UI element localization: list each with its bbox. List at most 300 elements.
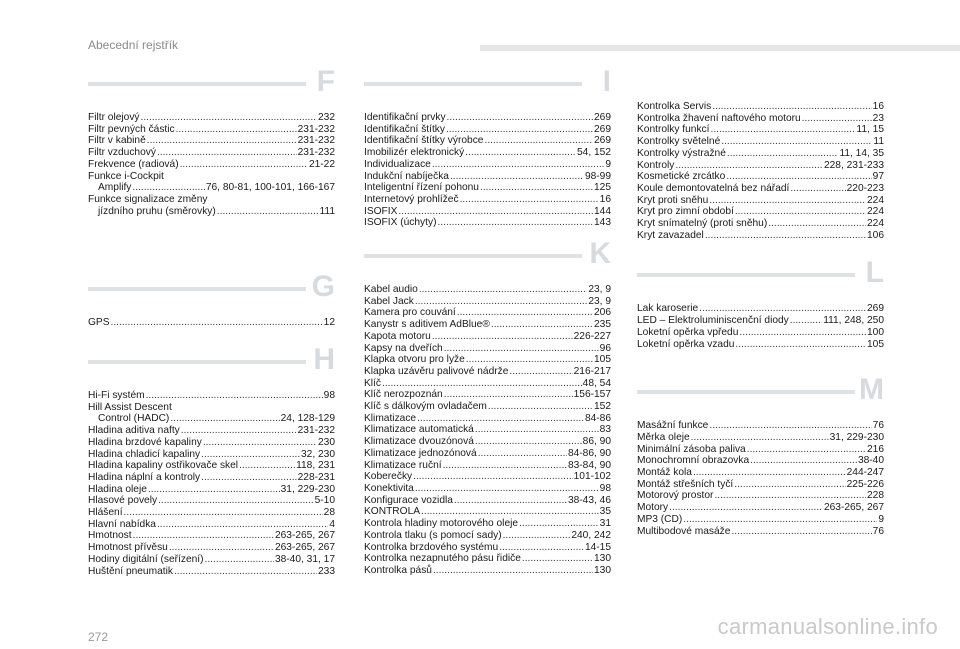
index-entry — [637, 183, 884, 195]
index-entry — [637, 230, 884, 242]
index-entry — [637, 113, 884, 125]
header-bar — [480, 45, 960, 51]
dot-leader — [478, 448, 567, 460]
dot-leader — [693, 467, 846, 479]
entry-pages: 4 — [329, 518, 335, 530]
entry-pages: 216-217 — [573, 365, 611, 377]
dot-leader — [499, 542, 584, 554]
entry-label: LED – Elektroluminiscenční diody — [637, 315, 789, 327]
entry-label: Hladina kapaliny ostřikovače skel — [88, 460, 239, 472]
index-entry — [637, 195, 884, 207]
dot-leader — [446, 124, 593, 136]
index-entry — [364, 319, 611, 331]
dot-leader — [203, 437, 317, 449]
entry-pages: 111, 248, 250 — [823, 315, 884, 327]
entry-label: Montáž střešních tyčí — [637, 478, 734, 490]
index-entry — [88, 519, 335, 531]
index-entry — [637, 420, 884, 432]
dot-leader — [157, 519, 328, 531]
dot-leader — [382, 378, 582, 390]
entry-pages: 269 — [867, 303, 884, 315]
index-entry — [364, 518, 611, 530]
index-entry — [637, 171, 884, 183]
dot-leader — [147, 135, 297, 147]
index-entry — [364, 112, 611, 124]
entry-label: Kontrolky světelné — [637, 136, 721, 148]
entry-label: Indukční nabíječka — [364, 170, 449, 182]
dot-leader — [419, 284, 588, 296]
entry-pages: 28 — [323, 507, 335, 519]
dot-leader — [465, 147, 576, 159]
index-entry — [88, 554, 335, 566]
dot-leader — [432, 331, 573, 343]
index-column-1 — [88, 65, 335, 577]
entry-label: Minimální zásoba paliva — [637, 443, 746, 455]
index-entry — [88, 449, 335, 461]
entry-label: Kontrolky funkcí — [637, 124, 710, 136]
index-entry — [88, 460, 335, 472]
section-letter: K — [589, 237, 611, 271]
entry-pages: 228 — [867, 490, 884, 502]
index-entry — [364, 124, 611, 136]
dot-leader — [768, 218, 866, 230]
entry-pages: 231-232 — [297, 147, 335, 159]
entry-pages: 230 — [318, 436, 335, 448]
index-entry — [364, 483, 611, 495]
entry-label: Koule demontovatelná bez nářadí — [637, 182, 790, 194]
dot-leader — [444, 343, 599, 355]
section-h — [88, 343, 335, 577]
dot-leader — [111, 317, 323, 329]
entry-list — [637, 101, 884, 241]
dot-leader — [181, 425, 297, 437]
entry-pages: 54, 152 — [577, 147, 611, 159]
entry-label: Kosmetické zrcátko — [637, 171, 726, 183]
dot-leader — [519, 518, 599, 530]
entry-pages: 244-247 — [846, 467, 884, 479]
entry-label: Kryt snímatelný (proti sněhu) — [637, 218, 768, 230]
entry-pages: 76 — [872, 420, 884, 432]
entry-label: Identifikační štítky — [364, 123, 445, 135]
dot-leader — [750, 455, 857, 467]
entry-pages: 31, 229-230 — [280, 483, 335, 495]
entry-label: Imobilizér elektronický — [364, 147, 465, 159]
entry-label: Hmotnost přívěsu — [88, 542, 168, 554]
entry-pages: 231-232 — [297, 135, 335, 147]
dot-leader — [675, 160, 823, 172]
entry-label: jízdního pruhu (směrovky) — [98, 205, 216, 217]
section-letter: L — [865, 256, 884, 290]
dot-leader — [683, 514, 877, 526]
entry-pages: 38-40 — [857, 455, 884, 467]
index-entry — [88, 425, 335, 437]
dot-leader — [721, 136, 872, 148]
entry-pages: 105 — [594, 354, 611, 366]
entry-pages: 9 — [878, 513, 884, 525]
entry-pages: 16 — [872, 101, 884, 112]
entry-label: Kontrola tlaku (s pomocí sady) — [364, 529, 502, 541]
dot-leader — [148, 484, 280, 496]
entry-list — [88, 112, 335, 217]
dot-leader — [444, 389, 573, 401]
dot-leader — [421, 506, 599, 518]
entry-label: Amplify — [98, 182, 132, 194]
entry-pages: 31 — [599, 518, 611, 530]
dot-leader — [460, 194, 599, 206]
entry-label: Filtr olejový — [88, 112, 140, 123]
section-letter: H — [313, 343, 335, 377]
entry-pages: 224 — [867, 218, 884, 230]
section-i — [364, 65, 611, 229]
entry-pages: 144 — [594, 205, 611, 217]
entry-pages: 235 — [594, 319, 611, 331]
entry-label: Huštění pneumatik — [88, 565, 173, 577]
entry-pages: 233 — [318, 565, 335, 577]
entry-label: Filtr vzduchový — [88, 147, 156, 159]
entry-label: Internetový prohlížeč — [364, 193, 459, 205]
entry-pages: 100 — [867, 326, 884, 338]
dot-leader — [790, 183, 845, 195]
entry-pages: 224 — [867, 206, 884, 218]
dot-leader — [735, 206, 866, 218]
index-entry — [88, 124, 335, 136]
index-entry — [88, 390, 335, 402]
dot-leader — [176, 124, 297, 136]
entry-pages: 232 — [318, 112, 335, 123]
entry-pages: 240, 242 — [571, 529, 611, 541]
dot-leader — [739, 327, 866, 339]
dot-leader — [488, 401, 593, 413]
header-title: Abecední rejstřík — [88, 38, 179, 52]
index-entry — [364, 401, 611, 413]
dot-leader — [727, 148, 839, 160]
index-entry — [364, 460, 611, 472]
entry-label: Multibodové masáže — [637, 525, 731, 537]
dot-leader — [491, 319, 593, 331]
section-m — [637, 373, 884, 537]
entry-pages: 269 — [594, 135, 611, 147]
index-entry — [364, 284, 611, 296]
entry-pages: 216 — [867, 443, 884, 455]
index-entry — [637, 315, 884, 327]
entry-label: Klíč s dálkovým ovladačem — [364, 401, 487, 413]
index-entry — [637, 455, 884, 467]
dot-leader — [475, 436, 582, 448]
dot-leader — [417, 413, 584, 425]
index-entry — [88, 413, 335, 425]
entry-list — [364, 284, 611, 577]
index-entry — [88, 472, 335, 484]
entry-pages: 269 — [594, 112, 611, 123]
dot-leader — [132, 182, 204, 194]
dot-leader — [709, 195, 866, 207]
index-entry — [88, 147, 335, 159]
index-entry — [364, 217, 611, 229]
section-letter: I — [602, 65, 611, 98]
entry-pages: 16 — [599, 193, 611, 205]
entry-label: Masážní funkce — [637, 420, 709, 432]
index-entry — [637, 526, 884, 538]
entry-label: Funkce signalizace změny — [88, 193, 208, 205]
entry-label: Kontrolky výstražné — [637, 147, 726, 159]
entry-pages: 5-10 — [314, 495, 335, 507]
entry-label: Hmotnost — [88, 530, 132, 542]
index-column-2 — [364, 65, 611, 577]
dot-leader — [413, 471, 572, 483]
index-entry — [364, 159, 611, 171]
section-letter: M — [859, 373, 884, 407]
entry-pages: 118, 231 — [296, 460, 335, 472]
dot-leader — [415, 296, 587, 308]
dot-leader — [157, 147, 297, 159]
dot-leader — [124, 507, 323, 519]
entry-label: Hladina aditiva nafty — [88, 425, 180, 437]
entry-label: Klapka otvoru pro lyže — [364, 354, 465, 366]
dot-leader — [170, 413, 279, 425]
dot-leader — [133, 530, 274, 542]
dot-leader — [480, 182, 593, 194]
entry-label: Hi-Fi systém — [88, 390, 145, 402]
entry-label: Hladina oleje — [88, 483, 147, 495]
index-entry — [88, 206, 335, 218]
entry-label: Hlasové povely — [88, 495, 158, 507]
index-entry — [88, 317, 335, 329]
index-entry — [88, 495, 335, 507]
index-entry — [364, 182, 611, 194]
entry-pages: 14-15 — [584, 541, 611, 553]
dot-leader — [714, 490, 866, 502]
entry-pages: 38-40, 31, 17 — [274, 553, 335, 565]
index-entry — [364, 413, 611, 425]
dot-leader — [146, 390, 323, 402]
dot-leader — [201, 472, 296, 484]
index-entry — [637, 327, 884, 339]
dot-leader — [141, 112, 317, 124]
entry-pages: 83 — [599, 424, 611, 436]
index-entry — [637, 303, 884, 315]
index-entry — [364, 206, 611, 218]
page-number: 272 — [88, 630, 109, 644]
entry-label: Kabel Jack — [364, 295, 414, 307]
entry-pages: 11, 14, 35 — [839, 147, 884, 159]
entry-pages: 228, 231-233 — [823, 159, 884, 171]
entry-label: Loketní opěrka vzadu — [637, 338, 735, 350]
dot-leader — [522, 553, 593, 565]
entry-pages: 12 — [323, 317, 335, 329]
index-entry — [88, 194, 335, 206]
dot-leader — [447, 112, 593, 124]
entry-pages: 23 — [872, 112, 884, 124]
entry-label: Identifikační štítky výrobce — [364, 135, 484, 147]
index-entry — [364, 135, 611, 147]
entry-pages: 48, 54 — [582, 377, 611, 389]
dot-leader — [433, 565, 593, 577]
index-entry — [637, 514, 884, 526]
entry-pages: 98-99 — [584, 170, 611, 182]
entry-label: Konfigurace vozidla — [364, 494, 453, 506]
index-entry — [637, 136, 884, 148]
entry-list — [88, 317, 335, 329]
index-entry — [637, 339, 884, 351]
index-entry — [364, 296, 611, 308]
section-letter: F — [316, 65, 335, 98]
entry-pages: 224 — [867, 194, 884, 206]
index-entry — [88, 542, 335, 554]
index-entry — [364, 542, 611, 554]
entry-label: Kapsy na dveřích — [364, 342, 443, 354]
section-g — [88, 270, 335, 329]
entry-label: Kryt pro zimní období — [637, 206, 734, 218]
index-entry — [88, 402, 335, 414]
entry-label: Kontrolka Servis — [637, 101, 712, 112]
dot-leader — [217, 206, 319, 218]
index-entry — [88, 112, 335, 124]
dot-leader — [169, 542, 274, 554]
entry-list — [637, 420, 884, 537]
index-entry — [637, 148, 884, 160]
index-entry — [364, 530, 611, 542]
entry-pages: 152 — [594, 401, 611, 413]
index-entry — [364, 553, 611, 565]
entry-label: Kanystr s aditivem AdBlue® — [364, 319, 490, 331]
entry-pages: 24, 128-129 — [280, 413, 335, 425]
entry-pages: 231-232 — [297, 425, 335, 437]
entry-label: Kryt proti sněhu — [637, 194, 709, 206]
entry-pages: 226-227 — [573, 330, 611, 342]
entry-label: KONTROLA — [364, 506, 421, 518]
index-entry — [88, 530, 335, 542]
index-entry — [364, 495, 611, 507]
entry-label: Individualizace — [364, 158, 431, 170]
entry-label: Hlavní nabídka — [88, 518, 156, 530]
index-entry — [364, 343, 611, 355]
index-entry — [637, 101, 884, 113]
entry-pages: 97 — [872, 171, 884, 183]
entry-label: Klimatizace — [364, 412, 417, 424]
dot-leader — [180, 159, 308, 171]
dot-leader — [454, 495, 567, 507]
index-entry — [364, 331, 611, 343]
entry-label: Motory — [637, 502, 669, 514]
entry-pages: 225-226 — [846, 478, 884, 490]
entry-pages: 76 — [872, 525, 884, 537]
index-entry — [88, 159, 335, 171]
entry-list — [637, 303, 884, 350]
entry-pages: 269 — [594, 123, 611, 135]
entry-label: Kontrolka brzdového systému — [364, 541, 499, 553]
entry-label: Kontrolka pásů — [364, 564, 432, 576]
entry-pages: 83-84, 90 — [567, 459, 611, 471]
index-entry — [364, 565, 611, 577]
dot-leader — [205, 554, 274, 566]
entry-label: Klimatizace dvouzónová — [364, 436, 474, 448]
dot-leader — [484, 135, 593, 147]
index-entry — [88, 437, 335, 449]
entry-label: Měrka oleje — [637, 431, 690, 443]
entry-pages: 228-231 — [297, 471, 335, 483]
index-entry — [88, 171, 335, 183]
section-k-continued — [637, 101, 884, 241]
entry-label: ISOFIX (úchyty) — [364, 217, 437, 229]
entry-label: Kontrolka žhavení naftového motoru — [637, 112, 801, 124]
dot-leader — [457, 307, 593, 319]
entry-label: Funkce i-Cockpit — [88, 170, 164, 182]
index-entry — [364, 436, 611, 448]
index-entry — [637, 218, 884, 230]
entry-label: Frekvence (radiová) — [88, 158, 179, 170]
dot-leader — [735, 339, 866, 351]
entry-pages: 32, 230 — [301, 448, 335, 460]
dot-leader — [731, 526, 871, 538]
section-k — [364, 237, 611, 577]
entry-label: Motorový prostor — [637, 490, 714, 502]
dot-leader — [466, 354, 593, 366]
entry-label: Kryt zavazadel — [637, 229, 704, 241]
entry-label: GPS — [88, 317, 110, 329]
dot-leader — [174, 566, 317, 578]
index-entry — [88, 135, 335, 147]
index-entry — [637, 444, 884, 456]
entry-label: Kontrola hladiny motorového oleje — [364, 518, 519, 530]
index-entry — [364, 307, 611, 319]
entry-label: Control (HADC) — [98, 413, 170, 425]
index-entry — [637, 467, 884, 479]
dot-leader — [509, 366, 572, 378]
entry-label: Klíč — [364, 377, 381, 389]
dot-leader — [709, 420, 871, 432]
index-column-3 — [637, 101, 884, 537]
entry-label: Konektivita — [364, 482, 414, 494]
entry-pages: 263-265, 267 — [274, 542, 335, 554]
dot-leader — [699, 303, 866, 315]
dot-leader — [705, 230, 866, 242]
entry-label: Klimatizace jednozónová — [364, 447, 477, 459]
index-entry — [637, 432, 884, 444]
dot-leader — [415, 483, 599, 495]
entry-pages: 38-43, 46 — [567, 494, 611, 506]
index-entry — [637, 479, 884, 491]
index-entry — [88, 484, 335, 496]
index-entry — [88, 507, 335, 519]
entry-label: Loketní opěrka vpředu — [637, 326, 739, 338]
entry-label: Kontrolka nezapnutého pásu řidiče — [364, 553, 521, 565]
entry-pages: 98 — [323, 390, 335, 402]
entry-list — [364, 112, 611, 229]
index-entry — [364, 366, 611, 378]
section-l — [637, 256, 884, 350]
index-entry — [364, 471, 611, 483]
dot-leader — [158, 495, 314, 507]
entry-label: Kabel audio — [364, 284, 418, 296]
entry-pages: 84-86 — [584, 412, 611, 424]
entry-pages: 9 — [605, 158, 611, 170]
entry-label: MP3 (CD) — [637, 513, 683, 525]
entry-pages: 76, 80-81, 100-101, 166-167 — [205, 182, 335, 194]
entry-label: Identifikační prvky — [364, 112, 446, 123]
entry-label: ISOFIX — [364, 205, 398, 217]
entry-pages: 98 — [599, 482, 611, 494]
entry-pages: 220-223 — [846, 182, 884, 194]
index-entry — [637, 490, 884, 502]
entry-pages: 23, 9 — [588, 284, 611, 296]
dot-leader — [398, 206, 593, 218]
entry-label: Klíč nerozpoznán — [364, 389, 443, 401]
dot-leader — [734, 479, 845, 491]
index-entry — [88, 182, 335, 194]
entry-pages: 130 — [594, 553, 611, 565]
entry-pages: 105 — [867, 338, 884, 350]
entry-label: Kontroly — [637, 159, 675, 171]
